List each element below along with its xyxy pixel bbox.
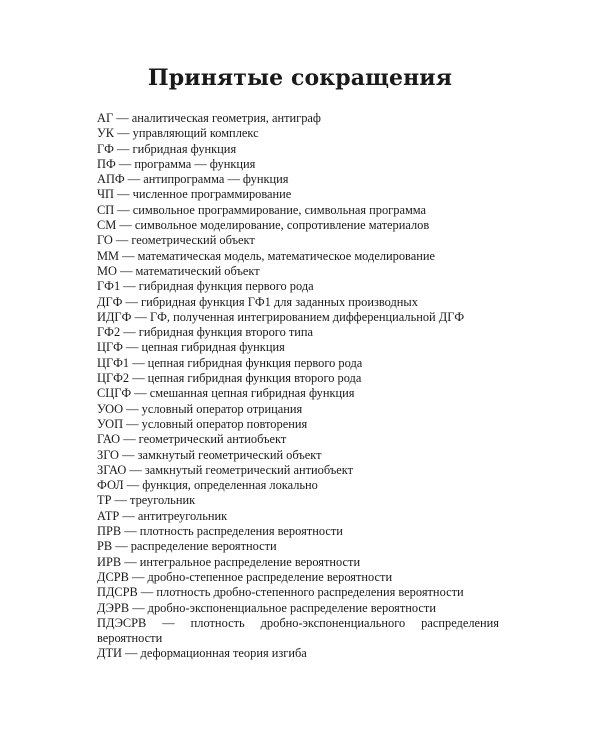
list-item: ПДЭСРВ — плотность дробно-экспоненциального распределения вероятности <box>97 615 499 646</box>
list-item: ЦГФ1 — цепная гибридная функция первого рода <box>97 355 363 370</box>
list-item: ГФ — гибридная функция <box>97 141 237 156</box>
list-item: ГО — геометрический объект <box>97 233 255 248</box>
list-item: ЗГО — замкнутый геометрический объект <box>97 447 322 462</box>
list-item: ЦГФ2 — цепная гибридная функция второго рода <box>97 371 362 386</box>
list-item: ЧП — численное программирование <box>97 187 292 202</box>
list-item: ДТИ — деформационная теория изгиба <box>97 646 307 661</box>
list-item: МО — математический объект <box>97 263 260 278</box>
list-item: ЦГФ — цепная гибридная функция <box>97 340 285 355</box>
list-item: ПРВ — плотность распределения вероятности <box>97 524 343 539</box>
list-item: УК — управляющий комплекс <box>97 126 259 141</box>
list-item: ИДГФ — ГФ, полученная интегрированием дифференциальной ДГФ <box>97 309 465 324</box>
list-item: РВ — распределение вероятности <box>97 539 277 554</box>
list-item: ПФ — программа — функция <box>97 156 256 171</box>
list-item: ЗГАО — замкнутый геометрический антиобъект <box>97 462 354 477</box>
list-item: СП — символьное программирование, символьная программа <box>97 202 427 217</box>
list-item: ИРВ — интегральное распределение вероятности <box>97 554 361 569</box>
page-title: Принятые сокращения <box>147 65 453 91</box>
list-item: ТР — треугольник <box>97 493 196 508</box>
list-item: ФОЛ — функция, определенная локально <box>97 478 318 493</box>
list-item: ГФ1 — гибридная функция первого рода <box>97 279 314 294</box>
list-item: УОП — условный оператор повторения <box>97 416 308 431</box>
list-item: СЦГФ — смешанная цепная гибридная функция <box>97 386 355 401</box>
list-item: ММ — математическая модель, математическое моделирование <box>97 248 435 263</box>
list-item: УОО — условный оператор отрицания <box>97 401 303 416</box>
list-item: ГФ2 — гибридная функция второго типа <box>97 325 314 340</box>
list-item: АПФ — антипрограмма — функция <box>97 172 289 187</box>
abbreviations-list <box>97 111 499 662</box>
list-item: АТР — антитреугольник <box>97 508 228 523</box>
list-item: АГ — аналитическая геометрия, антиграф <box>97 111 321 125</box>
list-item: ГАО — геометрический антиобъект <box>97 432 287 447</box>
list-item: СМ — символьное моделирование, сопротивление материалов <box>97 218 430 233</box>
list-item: ДГФ — гибридная функция ГФ1 для заданных производных <box>97 294 418 309</box>
list-item: ДЭРВ — дробно-экспоненциальное распределение вероятности <box>97 600 436 615</box>
list-item: ПДСРВ — плотность дробно-степенного распределения вероятности <box>97 585 464 600</box>
list-item: ДСРВ — дробно-степенное распределение вероятности <box>97 569 393 584</box>
